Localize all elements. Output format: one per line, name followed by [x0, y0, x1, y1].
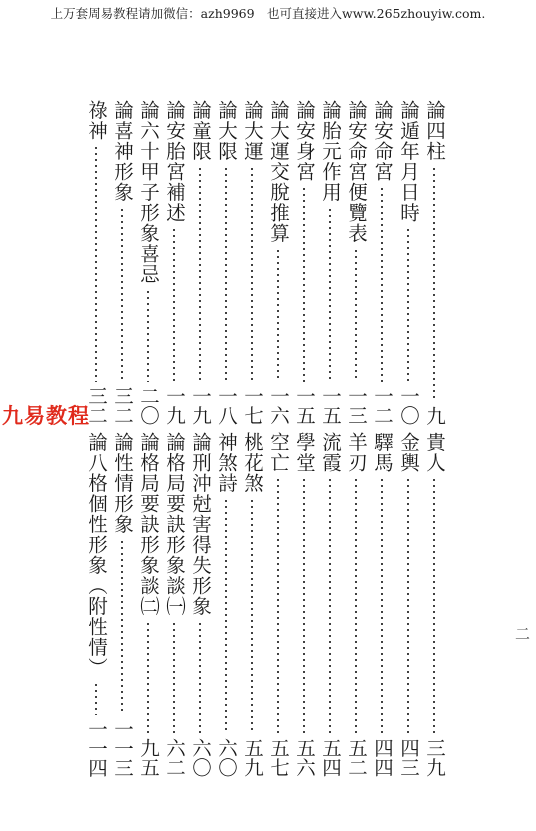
toc-entry[interactable]: [396, 432, 420, 777]
toc-entry-page: 三二: [111, 386, 134, 425]
toc-entry[interactable]: [110, 100, 134, 425]
toc-entry[interactable]: [214, 100, 238, 425]
toc-leader-dots: [355, 477, 357, 734]
toc-entry[interactable]: [240, 100, 264, 425]
toc-entry-title: 論安胎宮補述: [163, 100, 186, 223]
toc-entry-title: 論性情形象: [111, 432, 134, 535]
toc-entry-title: 論大運交脫推算: [267, 100, 290, 244]
toc-entry-title: 流霞: [319, 432, 342, 473]
toc-entry-title: 論八格個性形象（附性情）: [85, 432, 108, 678]
toc-entry-title: 論安身宮: [293, 100, 316, 182]
toc-entry[interactable]: [136, 100, 160, 425]
toc-leader-dots: [225, 498, 227, 735]
toc-entry-page: 一五: [319, 386, 342, 425]
toc-entry-page: 五二: [345, 738, 368, 777]
toc-entry-title: 祿神: [85, 100, 108, 141]
toc-entry-page: 九五: [137, 738, 160, 777]
toc-entry-title: 論大運: [241, 100, 264, 162]
toc-entry[interactable]: [396, 100, 420, 425]
toc-entry-page: 五四: [319, 738, 342, 777]
watermark-logo: 九易教程: [2, 404, 90, 428]
toc-entry[interactable]: [370, 100, 394, 425]
toc-entry[interactable]: [136, 432, 160, 777]
toc-leader-dots: [277, 248, 279, 383]
toc-entry-page: 一三: [345, 386, 368, 425]
toc-entry-page: 六〇: [189, 738, 212, 777]
toc-leader-dots: [303, 186, 305, 382]
toc-entry-title: 論胎元作用: [319, 100, 342, 203]
toc-entry-page: 一九: [189, 386, 212, 425]
toc-entry-page: 一二: [371, 386, 394, 425]
toc-entry-page: 五七: [267, 738, 290, 777]
toc-entry-title: 學堂: [293, 432, 316, 473]
toc-leader-dots: [95, 682, 97, 715]
toc-entry-page: 五六: [293, 738, 316, 777]
toc-entry[interactable]: [292, 432, 316, 777]
toc-entry-page: 六二: [163, 738, 186, 777]
toc-entry-title: 論遁年月日時: [397, 100, 420, 223]
toc-entry[interactable]: [344, 432, 368, 777]
toc-entry-page: 一九: [163, 386, 186, 425]
toc-entry-page: 三二: [85, 386, 108, 425]
toc-leader-dots: [225, 166, 227, 383]
toc-leader-dots: [433, 477, 435, 734]
toc-entry[interactable]: [162, 100, 186, 425]
toc-entry[interactable]: [318, 432, 342, 777]
toc-leader-dots: [407, 477, 409, 734]
toc-entry-title: 論大限: [215, 100, 238, 162]
toc-entry[interactable]: [84, 100, 108, 425]
toc-leader-dots: [381, 477, 383, 734]
toc-entry-title: 神煞詩: [215, 432, 238, 494]
toc-entry-title: 論喜神形象: [111, 100, 134, 203]
toc-leader-dots: [121, 539, 123, 715]
toc-entry-title: 貴人: [423, 432, 446, 473]
toc-entry[interactable]: [292, 100, 316, 425]
toc-leader-dots: [147, 621, 149, 735]
toc-entry-title: 桃花煞: [241, 432, 264, 494]
toc-leader-dots: [381, 186, 383, 382]
toc-entry-page: 六〇: [215, 738, 238, 777]
toc-entry-page: 四四: [371, 738, 394, 777]
toc-leader-dots: [173, 621, 175, 735]
toc-entry-title: 論六十甲子形象喜忌: [137, 100, 160, 285]
toc-entry[interactable]: [110, 432, 134, 777]
toc-entry-page: 九: [423, 405, 446, 425]
toc-entry-title: 論童限: [189, 100, 212, 162]
toc-leader-dots: [407, 227, 409, 382]
toc-entry-title: 驛馬: [371, 432, 394, 473]
toc-leader-dots: [199, 621, 201, 735]
toc-leader-dots: [147, 289, 149, 383]
toc-entry-page: 一八: [215, 386, 238, 425]
toc-entry[interactable]: [188, 432, 212, 777]
toc-entry[interactable]: [344, 100, 368, 425]
toc-entry[interactable]: [214, 432, 238, 777]
toc-leader-dots: [329, 477, 331, 734]
toc-entry-title: 空亡: [267, 432, 290, 473]
toc-entry-title: 論刑沖尅害得失形象: [189, 432, 212, 617]
toc-entry[interactable]: [162, 432, 186, 777]
toc-leader-dots: [121, 207, 123, 383]
toc-entry-page: 四三: [397, 738, 420, 777]
toc-entry[interactable]: [266, 432, 290, 777]
toc-entry-page: 三九: [423, 738, 446, 777]
toc-entry-title: 金輿: [397, 432, 420, 473]
toc-entry[interactable]: [188, 100, 212, 425]
toc-leader-dots: [251, 498, 253, 735]
toc-leader-dots: [251, 166, 253, 383]
toc-entry-title: 論四柱: [423, 100, 446, 162]
toc-entry-page: 一五: [293, 386, 316, 425]
toc-entry[interactable]: [240, 432, 264, 777]
toc-leader-dots: [199, 166, 201, 383]
toc-entry[interactable]: [422, 100, 446, 425]
toc-entry-title: 論格局要訣形象談㈠: [163, 432, 186, 617]
toc-leader-dots: [355, 248, 357, 383]
toc-entry-page: 一六: [267, 386, 290, 425]
toc-entry[interactable]: [84, 432, 108, 777]
toc-leader-dots: [277, 477, 279, 734]
page-number: 二: [513, 626, 531, 641]
toc-leader-dots: [329, 207, 331, 383]
top-banner: 上万套周易教程请加微信：azh9969 也可直接进入www.265zhouyiw.com.: [50, 6, 486, 21]
toc-entry-title: 羊刃: [345, 432, 368, 473]
toc-entry-page: 五九: [241, 738, 264, 777]
toc-entry[interactable]: [266, 100, 290, 425]
toc-entry-page: 一〇: [397, 386, 420, 425]
toc-entry[interactable]: [318, 100, 342, 425]
toc-entry-title: 論安命宮: [371, 100, 394, 182]
toc-entry-page: 一一三: [111, 718, 134, 777]
toc-entry[interactable]: [370, 432, 394, 777]
toc-leader-dots: [95, 145, 97, 382]
toc-leader-dots: [173, 227, 175, 382]
toc-entry-page: 二〇: [137, 386, 160, 425]
toc-entry-page: 一一四: [85, 718, 108, 777]
toc-entry-title: 論安命宮便覽表: [345, 100, 368, 244]
toc-leader-dots: [303, 477, 305, 734]
toc-entry-title: 論格局要訣形象談㈡: [137, 432, 160, 617]
toc-entry-page: 一七: [241, 386, 264, 425]
toc-entry[interactable]: [422, 432, 446, 777]
toc-leader-dots: [433, 166, 435, 402]
